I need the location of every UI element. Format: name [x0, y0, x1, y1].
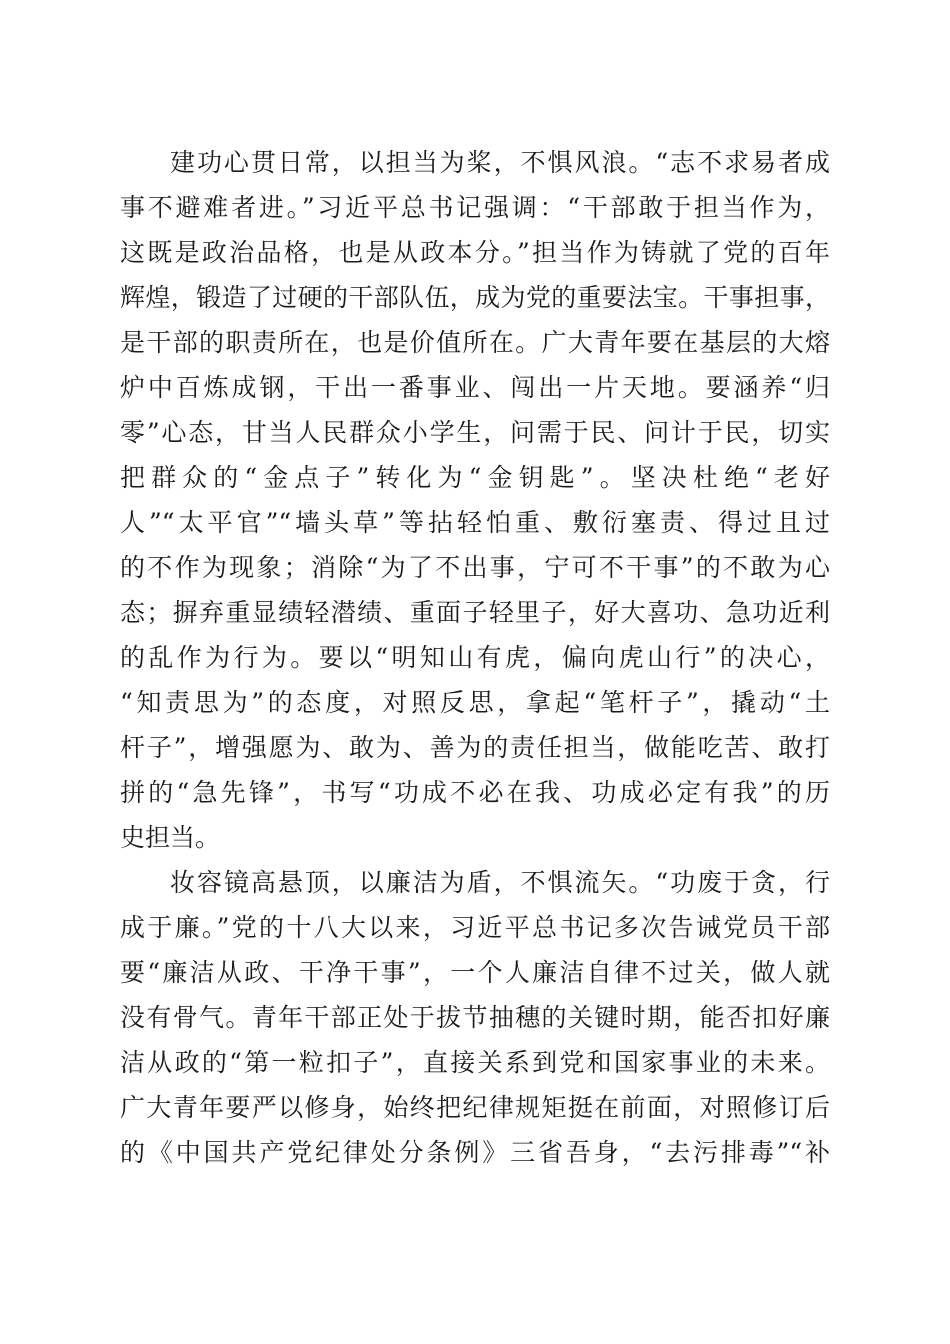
text-line: 广大青年要严以修身，始终把纪律规矩挺在前面，对照修订后 [120, 1093, 830, 1122]
text-line: 没有骨气。青年干部正处于拔节抽穗的关键时期，能否扣好廉 [120, 1003, 830, 1032]
text-line: 是干部的职责所在，也是价值所在。广大青年要在基层的大熔 [120, 328, 830, 357]
text-line: 辉煌，锻造了过硬的干部队伍，成为党的重要法宝。干事担事， [120, 283, 830, 312]
text-line: 成于廉。”党的十八大以来，习近平总书记多次告诫党员干部 [120, 913, 830, 942]
paragraph-1 [120, 140, 830, 860]
text-line: “知责思为”的态度，对照反思，拿起“笔杆子”，撬动“土 [120, 688, 830, 717]
text-line: 的不作为现象；消除“为了不出事，宁可不干事”的不敢为心 [120, 553, 830, 582]
text-line: 要“廉洁从政、干净干事”，一个人廉洁自律不过关，做人就 [120, 958, 830, 987]
body-text [120, 140, 830, 1175]
text-line: 事不避难者进。”习近平总书记强调：“干部敢于担当作为， [120, 193, 830, 222]
text-line: 人”“太平官”“墙头草”等拈轻怕重、敷衍塞责、得过且过 [120, 508, 830, 537]
text-line: 拼的“急先锋”，书写“功成不必在我、功成必定有我”的历 [120, 778, 830, 807]
text-line: 杆子”，增强愿为、敢为、善为的责任担当，做能吃苦、敢打 [120, 733, 830, 762]
text-line: 零”心态，甘当人民群众小学生，问需于民、问计于民，切实 [120, 418, 830, 447]
text-line: 妆容镜高悬顶，以廉洁为盾，不惧流矢。“功废于贪，行 [170, 868, 830, 897]
text-line: 洁从政的“第一粒扣子”，直接关系到党和国家事业的未来。 [120, 1048, 830, 1077]
text-line: 炉中百炼成钢，干出一番事业、闯出一片天地。要涵养“归 [120, 373, 830, 402]
text-line: 把群众的“金点子”转化为“金钥匙”。坚决杜绝“老好 [120, 463, 830, 492]
text-line: 史担当。 [120, 823, 221, 852]
text-line: 态；摒弃重显绩轻潜绩、重面子轻里子，好大喜功、急功近利 [120, 598, 830, 627]
paragraph-2 [120, 860, 830, 1175]
text-line: 建功心贯日常，以担当为桨，不惧风浪。“志不求易者成 [170, 148, 830, 177]
text-line: 的乱作为行为。要以“明知山有虎，偏向虎山行”的决心， [120, 643, 830, 672]
text-line: 这既是政治品格，也是从政本分。”担当作为铸就了党的百年 [120, 238, 830, 267]
text-line: 的《中国共产党纪律处分条例》三省吾身，“去污排毒”“补 [120, 1138, 830, 1167]
